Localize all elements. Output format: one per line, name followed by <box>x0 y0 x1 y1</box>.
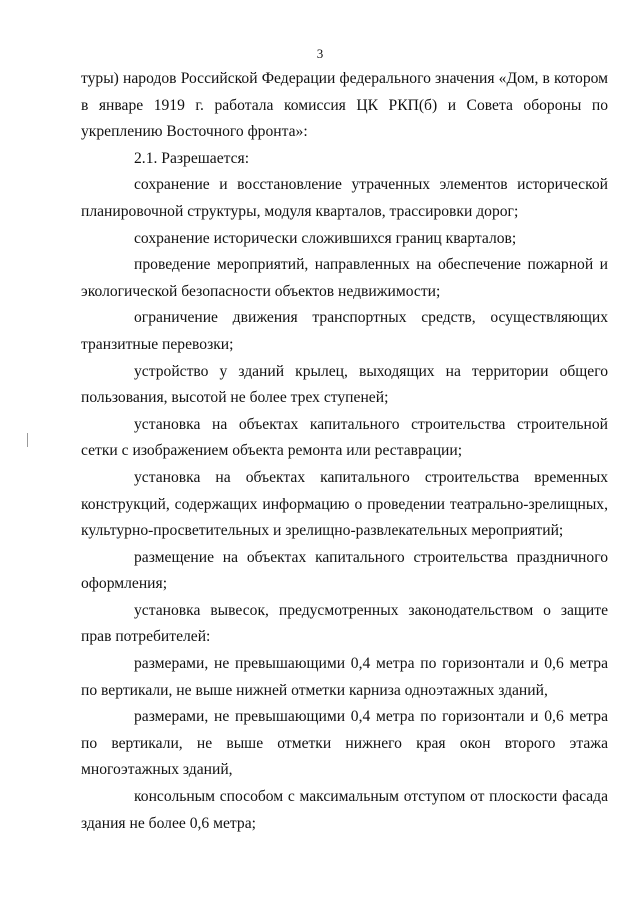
list-item: установка на объектах капитального строительства временных конструкций, содержащих информацию о проведении театрально-зрелищных, культурно-просветительных и зрелищно-развлекательных мероприятий; <box>81 468 608 540</box>
list-subitem: консольным способом с максимальным отступом от плоскости фасада здания не более 0,6 метра; <box>81 788 608 832</box>
scan-edge-mark <box>27 433 28 447</box>
list-item: проведение мероприятий, направленных на обеспечение пожарной и экологической безопасности объектов недвижимости; <box>81 256 608 300</box>
list-subitem: размерами, не превышающими 0,4 метра по горизонтали и 0,6 метра по вертикали, не выше нижней отметки карниза одноэтажных зданий, <box>81 655 608 699</box>
section-heading-2-1: 2.1. Разрешается: <box>134 149 250 167</box>
document-body <box>81 66 608 837</box>
paragraph-continuation: туры) народов Российской Федерации федерального значения «Дом, в котором в январе 1919 г. работала комиссия ЦК РКП(б) и Совета обороны по укреплению Восточного фронта»: <box>81 70 608 141</box>
list-item: сохранение и восстановление утраченных элементов исторической планировочной структуры, модуля кварталов, трассировки дорог; <box>81 176 608 220</box>
list-item: ограничение движения транспортных средств, осуществляющих транзитные перевозки; <box>81 309 608 353</box>
page-number: 3 <box>316 46 324 61</box>
list-item: сохранение исторически сложившихся границ кварталов; <box>134 229 517 247</box>
list-subitem: размерами, не превышающими 0,4 метра по горизонтали и 0,6 метра по вертикали, не выше отметки нижнего края окон второго этажа многоэтажных зданий, <box>81 708 608 779</box>
list-item: устройство у зданий крылец, выходящих на территории общего пользования, высотой не более трех ступеней; <box>81 362 608 407</box>
list-item: установка на объектах капитального строительства строительной сетки с изображением объекта ремонта или реставрации; <box>81 415 608 460</box>
list-item: установка вывесок, предусмотренных законодательством о защите прав потребителей: <box>81 601 608 646</box>
list-item: размещение на объектах капитального строительства праздничного оформления; <box>81 548 608 593</box>
